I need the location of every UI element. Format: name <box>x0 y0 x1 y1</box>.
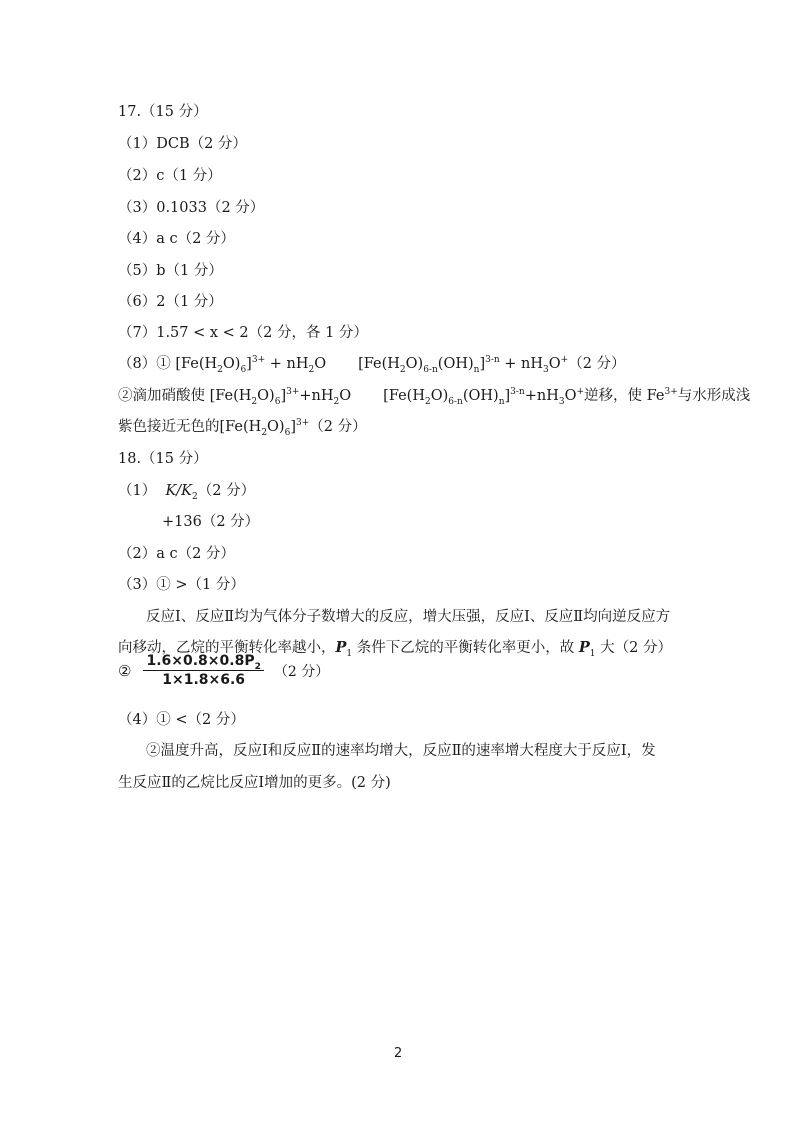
q18-answer-4: （4）① <（2 分） <box>118 712 245 728</box>
fraction-numerator: $1.6\times 0.8\times 0.8P_2$ <box>143 652 263 671</box>
q17-answer-4: （4）a c（2 分） <box>118 231 235 247</box>
q18-answer-2: （2）a c（2 分） <box>118 546 235 562</box>
q17-answer-8-explanation-line2: 紫色接近无色的$[Fe(H_2O)_6]^{3+}(2$ 分） <box>118 418 367 438</box>
q18-header: 18.（15 分） <box>118 451 208 467</box>
q17-answer-1: （1）DCB（2 分） <box>118 136 247 152</box>
q18-answer-1-enthalpy: +136（2 分） <box>162 514 260 530</box>
q18-answer-4-explanation-line1: ②温度升高，反应Ⅰ和反应Ⅱ的速率均增大，反应Ⅱ的速率增大程度大于反应Ⅰ，发 <box>146 743 656 759</box>
page-number: 2 <box>394 1046 403 1061</box>
q17-header: 17.（15 分） <box>118 104 208 120</box>
q17-answer-8-explanation-line1: ②滴加硝酸使 $[Fe(H_2O)_6]^{3+}+nH_2O$ $[Fe(H_2O)_{6-n}(OH)_n]^{3-n}+nH_3O^+$逆移，使 $Fe^{3+}$与水形成浅 <box>118 387 751 407</box>
q17-answer-3: （3）0.1033（2 分） <box>118 200 265 216</box>
fraction-denominator: 1×1.8×6.6 <box>162 672 246 688</box>
q17-answer-7: （7）1.57 < x < 2（2 分，各 1 分） <box>118 325 368 341</box>
q17-answer-2: （2）c（1 分） <box>118 168 222 184</box>
q18-answer-4-explanation-line2: 生反应Ⅱ的乙烷比反应Ⅰ增加的更多。(2 分) <box>118 775 391 791</box>
kp-fraction <box>143 652 263 689</box>
q18-answer-3-explanation-line2: 向移动，乙烷的平衡转化率越小，$P_1$ 条件下乙烷的平衡转化率更小，故 $P_1$ 大（2 分） <box>118 639 672 659</box>
q18-answer-3: （3）① >（1 分） <box>118 577 245 593</box>
circled-two: ② <box>118 661 132 680</box>
q18-answer-1-k: （1） $K/K_2(2$ 分） <box>118 483 256 502</box>
q17-answer-5: （5）b（1 分） <box>118 263 223 279</box>
q17-answer-6: （6）2（1 分） <box>118 294 223 310</box>
q17-answer-8-equation: （8）① $[Fe(H_2O)_6]^{3+} + nH_2O$ $[Fe(H_2O)_{6-n}(OH)_n]^{3-n} + nH_3O^+(2$ 分） <box>118 355 626 375</box>
q18-answer-3-kp-expression <box>118 652 329 689</box>
points-label: （2 分） <box>273 663 330 680</box>
q18-answer-3-explanation-line1: 反应Ⅰ、反应Ⅱ均为气体分子数增大的反应，增大压强，反应Ⅰ、反应Ⅱ均向逆反应方 <box>146 609 671 625</box>
